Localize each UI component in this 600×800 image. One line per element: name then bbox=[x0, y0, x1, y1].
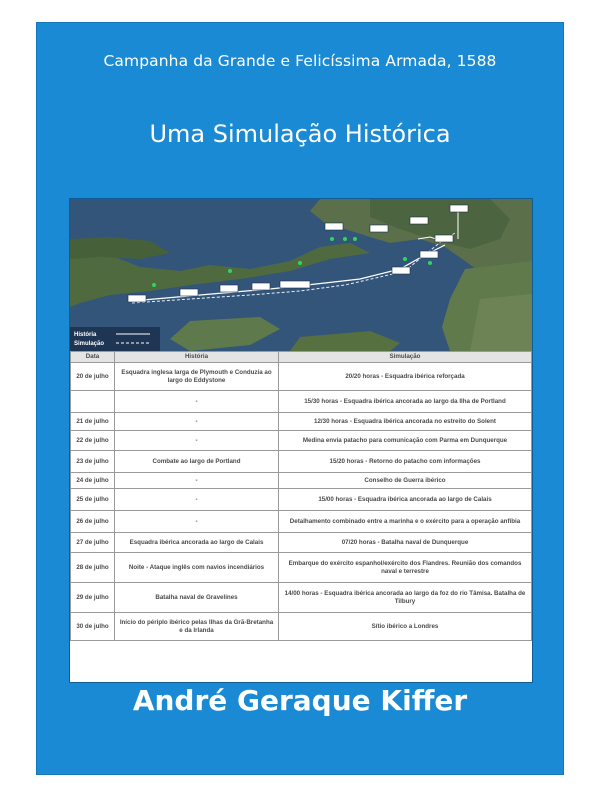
table-row bbox=[71, 363, 532, 391]
row-history: - bbox=[115, 473, 279, 489]
table-row bbox=[71, 533, 532, 553]
row-history: Combate ao largo de Portland bbox=[115, 451, 279, 473]
table-header-row bbox=[71, 352, 532, 363]
table-row bbox=[71, 489, 532, 511]
header-history: História bbox=[115, 352, 279, 363]
row-history: - bbox=[115, 431, 279, 451]
table-row bbox=[71, 511, 532, 533]
map-legend-simulation: Simulação bbox=[74, 341, 105, 347]
row-history: Batalha naval de Gravelines bbox=[115, 583, 279, 613]
row-date: 26 de julho bbox=[71, 511, 115, 533]
row-date: 20 de julho bbox=[71, 363, 115, 391]
row-simulation: 15/30 horas - Esquadra ibérica ancorada ao largo da Ilha de Portland bbox=[279, 391, 532, 413]
row-history: - bbox=[115, 489, 279, 511]
row-history: - bbox=[115, 391, 279, 413]
row-date: 29 de julho bbox=[71, 583, 115, 613]
row-simulation: 07/20 horas - Batalha naval de Dunquerque bbox=[279, 533, 532, 553]
row-simulation: 15/20 horas - Retorno do patacho com informações bbox=[279, 451, 532, 473]
campaign-subtitle: Campanha da Grande e Felicíssima Armada, 1588 bbox=[103, 52, 497, 70]
book-title: Uma Simulação Histórica bbox=[149, 120, 451, 148]
row-date bbox=[71, 391, 115, 413]
table-row bbox=[71, 451, 532, 473]
row-simulation: 20/20 horas - Esquadra ibérica reforçada bbox=[279, 363, 532, 391]
row-history: - bbox=[115, 413, 279, 431]
row-history: Esquadra ibérica ancorada ao largo de Calais bbox=[115, 533, 279, 553]
timeline-table bbox=[70, 351, 532, 641]
row-simulation: Conselho de Guerra ibérico bbox=[279, 473, 532, 489]
row-date: 27 de julho bbox=[71, 533, 115, 553]
row-date: 21 de julho bbox=[71, 413, 115, 431]
row-history: Início do périplo ibérico pelas Ilhas da Grã-Bretanha e da Irlanda bbox=[115, 613, 279, 641]
table-row bbox=[71, 413, 532, 431]
row-history: Esquadra inglesa larga de Plymouth e Conduzia ao largo do Eddystone bbox=[115, 363, 279, 391]
row-date: 25 de julho bbox=[71, 489, 115, 511]
row-simulation: 12/30 horas - Esquadra ibérica ancorada no estreito do Solent bbox=[279, 413, 532, 431]
row-simulation: Medina envia patacho para comunicação com Parma em Dunquerque bbox=[279, 431, 532, 451]
table-row bbox=[71, 553, 532, 583]
row-date: 23 de julho bbox=[71, 451, 115, 473]
channel-map bbox=[70, 199, 532, 351]
table-row bbox=[71, 583, 532, 613]
row-simulation: Detalhamento combinado entre a marinha e o exército para a operação anfíbia bbox=[279, 511, 532, 533]
table-row bbox=[71, 473, 532, 489]
table-row bbox=[71, 613, 532, 641]
row-simulation: 15/00 horas - Esquadra ibérica ancorada ao largo de Calais bbox=[279, 489, 532, 511]
author-name: André Geraque Kiffer bbox=[132, 684, 468, 717]
header-simulation: Simulação bbox=[279, 352, 532, 363]
timeline-table-body bbox=[71, 363, 532, 641]
row-date: 30 de julho bbox=[71, 613, 115, 641]
map-legend-history: História bbox=[74, 332, 97, 338]
row-history: - bbox=[115, 511, 279, 533]
header-date: Data bbox=[71, 352, 115, 363]
book-cover bbox=[36, 22, 564, 775]
row-date: 22 de julho bbox=[71, 431, 115, 451]
row-simulation: Embarque do exército espanhol/exército dos Flandres. Reunião dos comandos naval e terrestre bbox=[279, 553, 532, 583]
table-row bbox=[71, 391, 532, 413]
row-simulation: Sítio ibérico a Londres bbox=[279, 613, 532, 641]
row-history: Noite - Ataque inglês com navios incendiários bbox=[115, 553, 279, 583]
cover-figure bbox=[69, 198, 533, 683]
row-date: 24 de julho bbox=[71, 473, 115, 489]
table-row bbox=[71, 431, 532, 451]
row-simulation: 14/00 horas - Esquadra ibérica ancorada ao largo da foz do rio Tâmisa. Batalha de Tilbury bbox=[279, 583, 532, 613]
row-date: 28 de julho bbox=[71, 553, 115, 583]
